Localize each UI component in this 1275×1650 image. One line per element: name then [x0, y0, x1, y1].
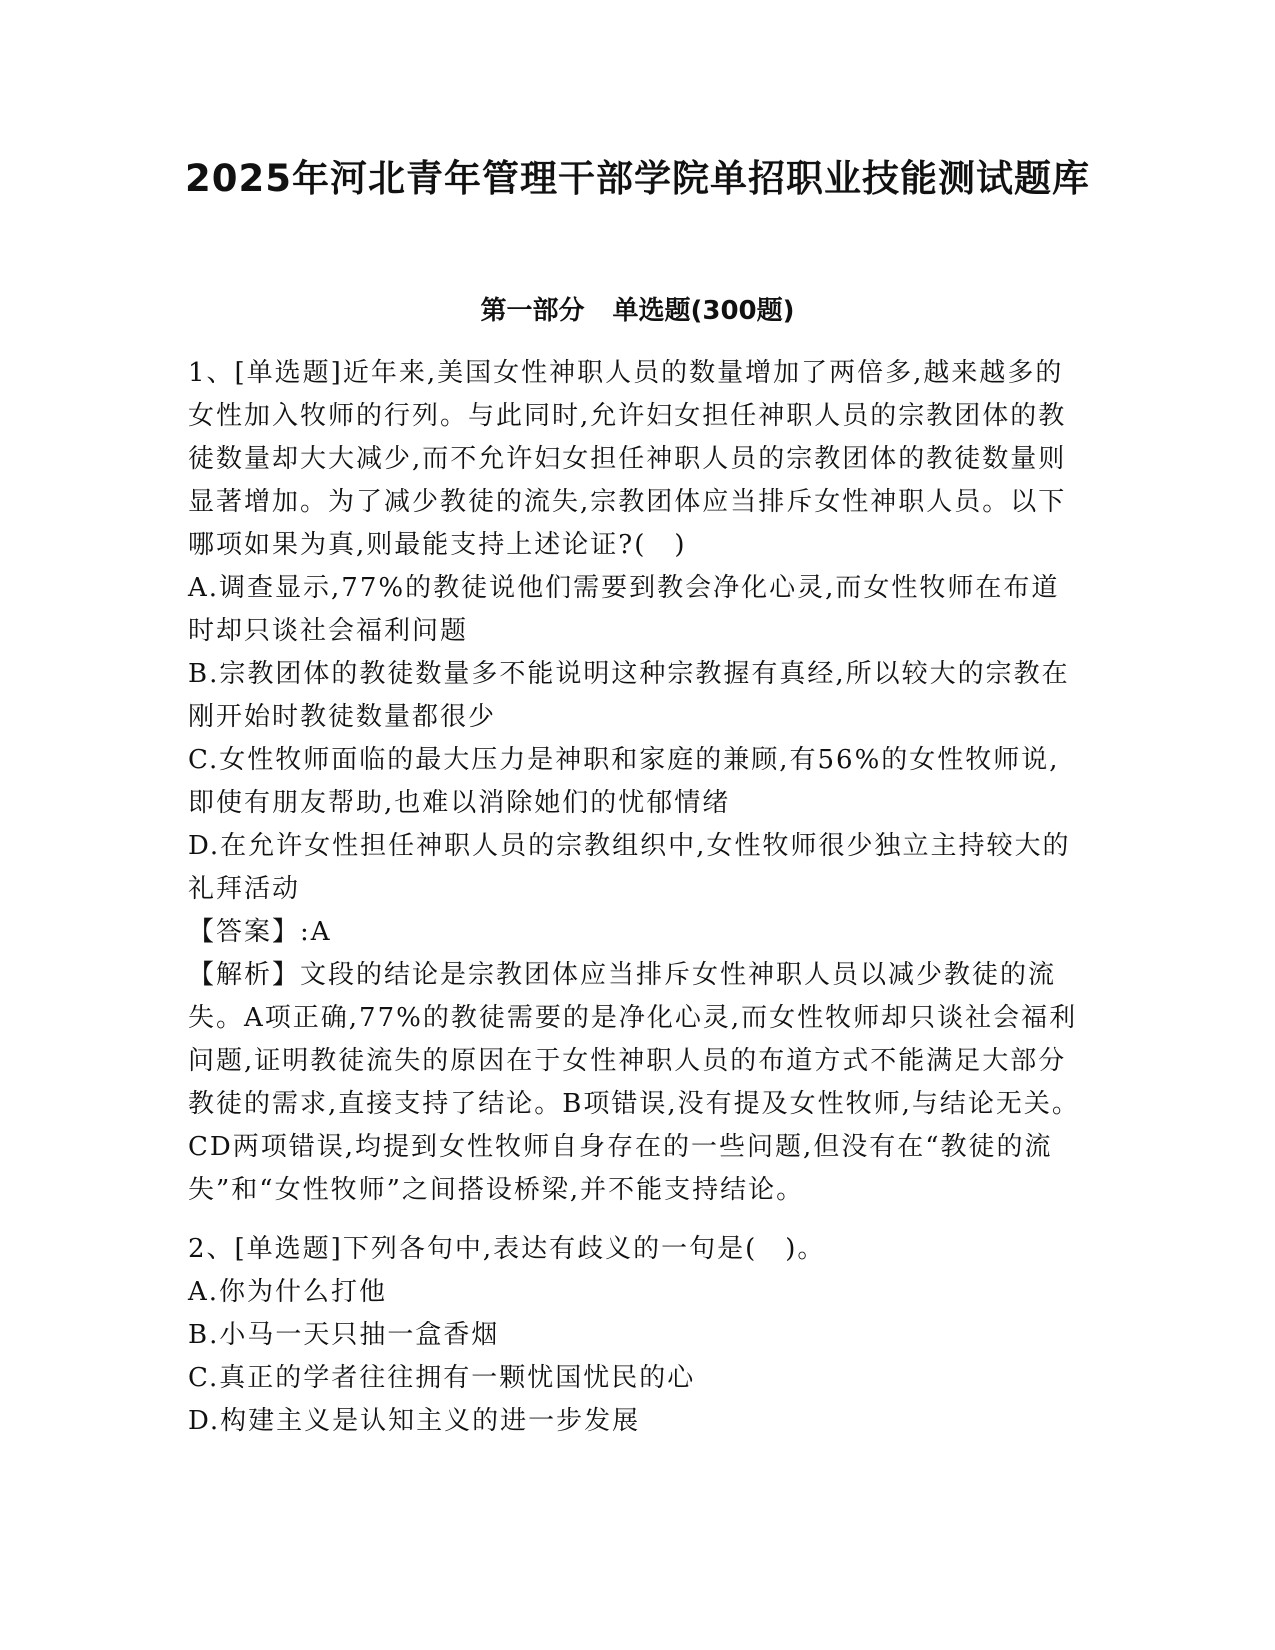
option-c: C.女性牧师面临的最大压力是神职和家庭的兼顾,有56%的女性牧师说,即使有朋友帮助,也难以消除她们的忧郁情绪: [188, 745, 1060, 818]
question-stem: 1、[单选题]近年来,美国女性神职人员的数量增加了两倍多,越来越多的女性加入牧师的行列。与此同时,允许妇女担任神职人员的宗教团体的教徒数量却大大减少,而不允许妇女担任神职人员的宗教团体的教徒数量则显著增加。为了减少教徒的流失,宗教团体应当排斥女性神职人员。以下哪项如果为真,则最能支持上述论证?( ): [188, 358, 1067, 560]
section-part: 第一部分: [480, 296, 585, 326]
option-b: B.小马一天只抽一盒香烟: [188, 1320, 500, 1350]
question-list: [188, 352, 1083, 1459]
question-1: [188, 352, 1083, 1212]
option-b: B.宗教团体的教徒数量多不能说明这种宗教握有真经,所以较大的宗教在刚开始时教徒数量都很少: [188, 659, 1070, 732]
option-d: D.在允许女性担任神职人员的宗教组织中,女性牧师很少独立主持较大的礼拜活动: [188, 831, 1071, 904]
section-title: [0, 290, 1275, 327]
option-c: C.真正的学者往往拥有一颗忧国忧民的心: [188, 1363, 696, 1393]
answer: 【答案】:A: [188, 917, 332, 947]
question-2: [188, 1228, 1083, 1443]
section-name: 单选题(300题): [612, 296, 795, 326]
document-title: 2025年河北青年管理干部学院单招职业技能测试题库: [185, 157, 1090, 200]
option-a: A.你为什么打他: [188, 1277, 388, 1307]
option-a: A.调查显示,77%的教徒说他们需要到教会净化心灵,而女性牧师在布道时却只谈社会福利问题: [188, 573, 1060, 646]
question-stem: 2、[单选题]下列各句中,表达有歧义的一句是( )。: [188, 1234, 826, 1264]
option-d: D.构建主义是认知主义的进一步发展: [188, 1406, 641, 1436]
analysis: 【解析】文段的结论是宗教团体应当排斥女性神职人员以减少教徒的流失。A项正确,77%的教徒需要的是净化心灵,而女性牧师却只谈社会福利问题,证明教徒流失的原因在于女性神职人员的布道方式不能满足大部分教徒的需求,直接支持了结论。B项错误,没有提及女性牧师,与结论无关。CD两项错误,均提到女性牧师自身存在的一些问题,但没有在“教徒的流失”和“女性牧师”之间搭设桥梁,并不能支持结论。: [188, 960, 1080, 1205]
